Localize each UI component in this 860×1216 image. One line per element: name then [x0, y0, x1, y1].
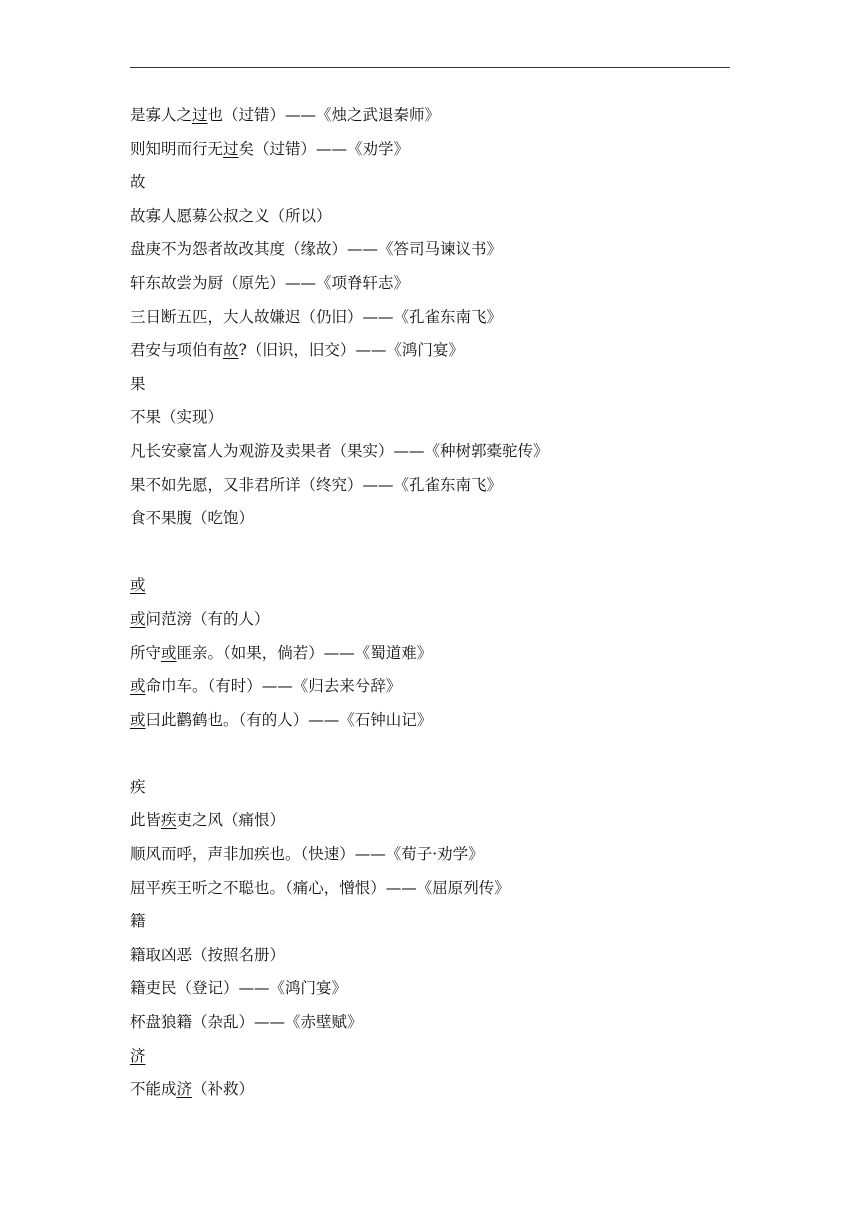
underlined-character: 疾	[161, 811, 177, 830]
underlined-character: 济	[130, 1046, 146, 1065]
text-segment: 此皆	[130, 811, 162, 830]
text-line	[130, 670, 770, 704]
underlined-character: 过	[223, 139, 239, 158]
text-line	[130, 99, 770, 133]
text-segment: 食不果腹（吃饱）	[130, 509, 255, 528]
text-segment: 籍吏民（登记）——《鸿门宴》	[130, 979, 348, 998]
text-line	[130, 704, 770, 738]
underlined-character: 济	[176, 1080, 193, 1099]
text-segment: 命巾车。（有时）——《归去来兮辞》	[145, 677, 402, 696]
text-line	[130, 872, 770, 906]
text-segment: 盘庚不为怨者故改其度（缘故）——《答司马谏议书》	[130, 240, 503, 259]
text-line	[130, 233, 770, 267]
text-segment: 不能成	[130, 1080, 177, 1099]
text-line	[130, 368, 770, 402]
header-rule	[130, 67, 730, 68]
text-line	[130, 838, 770, 872]
text-segment: （补救）	[192, 1080, 255, 1099]
text-segment: 顺风而呼，声非加疾也。（快速）——《荀子·劝学》	[130, 845, 484, 864]
text-segment: 则知明而行无	[130, 139, 224, 158]
text-segment: 故寡人愿募公叔之义（所以）	[130, 206, 332, 225]
text-line	[130, 972, 770, 1006]
text-segment: 果不如先愿，又非君所详（终究）——《孔雀东南飞》	[130, 475, 503, 494]
text-segment: 所守	[130, 643, 162, 662]
text-segment: 曰此鹳鹤也。（有的人）——《石钟山记》	[145, 710, 433, 729]
document-body	[130, 99, 770, 1107]
text-line	[130, 637, 770, 671]
text-segment: 屈平疾王听之不聪也。（痛心，憎恨）——《屈原列传》	[130, 878, 510, 897]
text-line	[130, 267, 770, 301]
text-line	[130, 1006, 770, 1040]
text-segment: 三日断五匹，大人故嫌迟（仍旧）——《孔雀东南飞》	[130, 307, 503, 326]
text-segment: 杯盘狼籍（杂乱）——《赤壁赋》	[130, 1013, 363, 1032]
text-line	[130, 166, 770, 200]
text-segment: 故	[130, 173, 146, 192]
text-line	[130, 771, 770, 805]
text-line	[130, 1040, 770, 1074]
text-line	[130, 334, 770, 368]
text-line	[130, 603, 770, 637]
underlined-character: 或	[130, 576, 146, 595]
text-segment: 匪亲。（如果，倘若）——《蜀道难》	[176, 643, 433, 662]
text-segment: 问范滂（有的人）	[145, 609, 270, 628]
text-line	[130, 939, 770, 973]
underlined-character: 故	[223, 341, 239, 360]
text-segment: 也（过错）——《烛之武退秦师》	[207, 106, 441, 124]
text-segment: 矣（过错）——《劝学》	[238, 139, 410, 158]
text-line	[130, 905, 770, 939]
blank-line	[130, 737, 770, 771]
underlined-character: 过	[192, 106, 208, 124]
text-line	[130, 1073, 770, 1107]
underlined-character: 或	[161, 643, 177, 662]
text-segment: 不果（实现）	[130, 408, 224, 427]
underlined-character: 或	[130, 609, 146, 628]
text-line	[130, 804, 770, 838]
text-line	[130, 435, 770, 469]
underlined-character: 或	[130, 677, 146, 696]
text-line	[130, 301, 770, 335]
text-segment: 凡长安豪富人为观游及卖果者（果实）——《种树郭橐驼传》	[130, 441, 549, 460]
text-segment: ?（旧识，旧交）——《鸿门宴》	[238, 341, 464, 360]
text-segment: 吏之风（痛恨）	[176, 811, 286, 830]
text-segment: 是寡人之	[130, 106, 193, 124]
text-line	[130, 401, 770, 435]
text-segment: 疾	[130, 777, 146, 796]
text-segment: 君安与项伯有	[130, 341, 224, 360]
text-line	[130, 502, 770, 536]
blank-line	[130, 536, 770, 570]
text-line	[130, 133, 770, 167]
underlined-character: 或	[130, 710, 146, 729]
text-line	[130, 200, 770, 234]
text-line	[130, 569, 770, 603]
text-line	[130, 469, 770, 503]
text-segment: 籍	[130, 912, 146, 931]
text-segment: 籍取凶恶（按照名册）	[130, 945, 286, 964]
text-segment: 轩东故尝为厨（原先）——《项脊轩志》	[130, 273, 410, 292]
text-segment: 果	[130, 374, 146, 393]
